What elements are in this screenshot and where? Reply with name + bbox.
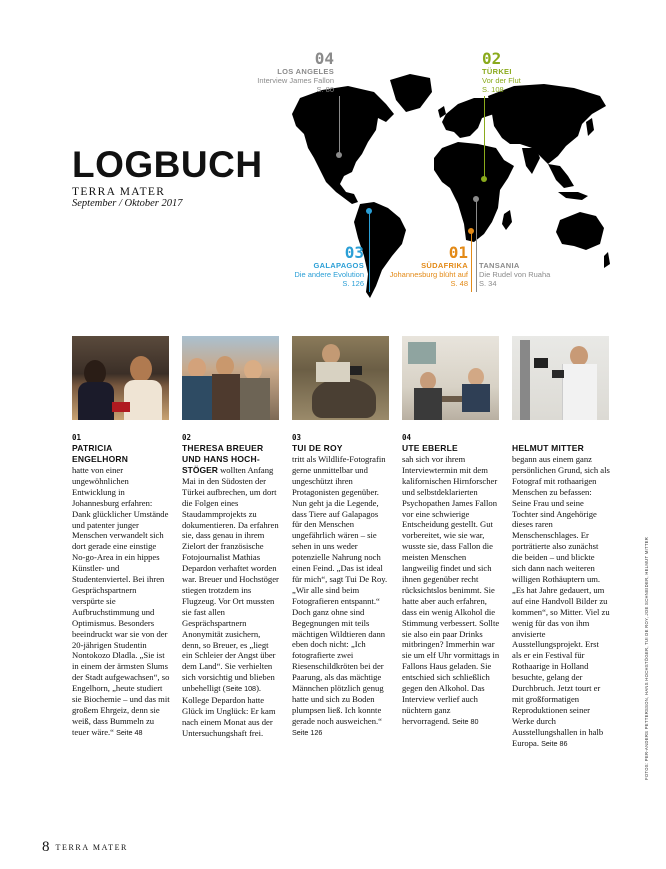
pin-dot-suedafrika <box>468 228 474 234</box>
pin-label-tansania <box>479 261 550 288</box>
madagascar-shape <box>502 210 512 230</box>
india-shape <box>522 148 540 174</box>
page-reference: Seite 126 <box>292 727 323 737</box>
contributor-text: begann aus einem ganz persönlichen Grund, sich als Fotograf mit rothaarigen Menschen zu befassen: Seine Frau und seine Tochter sind Angehörige dieses raren Menschenschlages. Er porträtierte also zunächst die beiden – und blickte sich dann nach weiteren willigen Rothäuptern um. „Es hat Jahre gedauert, um auf eine Handvoll Bilder zu kommen“, so Mitter. Viel zu wenig für das von ihm anvisierte Ausstellungsprojekt. Erst als er ein Festival für Rothaarige in Holland besuchte, gelang der Durchbruch. Jetzt tourt er mit großformatigen Reproduktionen seiner Werke durch Ausstellungshallen in halb Europa. <box>512 454 610 748</box>
pin-label-galapagos <box>294 244 364 288</box>
photo-tui-de-roy <box>292 336 389 420</box>
contributor-name-continued: STÖGER <box>182 465 218 475</box>
contributor-text-continued: ). Kollege Depardon hatte Glück im Unglück: Er kam nach einem Monat aus der Untersuchungshaft frei. <box>182 683 276 738</box>
photo-patricia-engelhorn <box>72 336 169 420</box>
contributor-number: 01 <box>72 433 82 442</box>
pin-place: SÜDAFRIKA <box>421 261 468 270</box>
pin-place: GALAPAGOS <box>313 261 364 270</box>
magazine-name: TERRA MATER <box>72 186 166 198</box>
contributor-name: THERESA BREUER UND HANS HOCH- <box>182 443 264 464</box>
pin-number: 02 <box>482 49 502 68</box>
contributor-text: sah sich vor ihrem Interviewtermin mit dem kalifornischen Hirnforscher und selbstdeklarierten Psychopathen James Fallon vor eine schwierige Entscheidung gestellt. Gut vorbereitet, wie sie war, wusste sie, dass Fallon die meisten Menschen langweilig findet und sich ihnen gegenüber recht rücksichtslos benimmt. Sie hatte aber auch erfahren, dass ein wenig Alkohol die Stimmung verbessert. Sollte sie also ein paar Drinks mitbringen? Immerhin war sie um elf Uhr vormittags in Fallons Haus geladen. Sie entschied sich schließlich gegen den Alkohol. Das Interview verlief auch nüchtern ganz hervorragend. <box>402 454 500 726</box>
pin-page: S. 126 <box>342 279 364 288</box>
africa-shape <box>434 142 514 242</box>
leader-line-los-angeles <box>339 96 340 154</box>
leader-line-tansania <box>476 200 477 292</box>
pin-subtitle: Interview James Fallon <box>257 76 334 85</box>
contributor-number: 02 <box>182 433 192 442</box>
pin-page: S. 108 <box>482 85 504 94</box>
contributor-number: 04 <box>402 433 412 442</box>
leader-line-tuerkei <box>484 96 485 180</box>
contributor-column <box>182 433 280 739</box>
contributor-name: UTE EBERLE <box>402 443 458 453</box>
contributor-name: PATRICIA ENGELHORN <box>72 443 129 464</box>
contributor-column <box>292 433 390 739</box>
photo-credit: FOTOS: PER-ANDERS PETTERSSON, HANS HOCHSTÖGER, TUI DE ROY, JOE SCHNEIDER, HELMUT MITTER <box>644 536 649 780</box>
pin-page: S. 48 <box>450 279 468 288</box>
north-america-shape <box>292 86 394 204</box>
pin-label-los-angeles <box>257 50 334 94</box>
uk-shape <box>438 106 446 118</box>
pin-label-suedafrika <box>390 244 468 288</box>
page-reference: Seite 48 <box>116 727 143 737</box>
contributor-column <box>402 433 500 728</box>
pin-subtitle: Die Rudel von Ruaha <box>479 270 551 279</box>
contributor-column <box>72 433 170 739</box>
pin-subtitle: Die andere Evolution <box>294 270 364 279</box>
contributor-text: tritt als Wildlife-Fotografin gerne unmittelbar und ungeschützt ihren Protagonisten gegenüber. Nun geht ja die Legende, dass Tiere auf Galapagos für den Menschen ungefährlich wären – sie sehen in uns weder potenzielle Nahrung noch einen Feind. „Das ist ideal für mich“, sagt Tui De Roy. „Wir alle sind beim Fotografieren entspannt.“ Doch ganz ohne sind Begegnungen mit teils mächtigen Wildtieren dann eben doch nicht: „Ich fotografierte zwei Riesenschildkröten bei der Paarung, als das mächtige Männchen plötzlich genug hatte und sich zu Boden plumpsen ließ. Ich konnte gerade noch ausweichen.“ <box>292 454 388 726</box>
leader-line-suedafrika <box>471 232 472 292</box>
page-number: 8 <box>42 839 50 855</box>
pin-number: 04 <box>314 49 334 68</box>
greenland-shape <box>390 74 432 112</box>
contributor-name: HELMUT MITTER <box>512 443 585 453</box>
contributor-number: 03 <box>292 433 302 442</box>
contributor-name: TUI DE ROY <box>292 443 343 453</box>
pin-dot-tuerkei <box>481 176 487 182</box>
pin-place: TANSANIA <box>479 261 520 270</box>
footer-magazine: TERRA MATER <box>55 843 128 852</box>
australia-shape <box>556 212 604 250</box>
pin-page: S. 80 <box>316 85 334 94</box>
page-reference: Seite 86 <box>541 738 568 748</box>
pin-dot-los-angeles <box>336 152 342 158</box>
japan-shape <box>586 118 594 136</box>
contributor-column <box>512 433 610 749</box>
pin-subtitle: Johannesburg blüht auf <box>389 270 468 279</box>
pin-page: S. 34 <box>479 279 497 288</box>
page-footer <box>42 839 128 856</box>
leader-line-galapagos <box>369 212 370 292</box>
photo-helmut-mitter <box>512 336 609 420</box>
pin-dot-tansania <box>473 196 479 202</box>
photo-breuer-hochstoeger <box>182 336 279 420</box>
pin-number: 03 <box>344 243 364 262</box>
pin-place: TÜRKEI <box>482 67 512 76</box>
pin-dot-galapagos <box>366 208 372 214</box>
contributor-number <box>512 433 610 443</box>
pin-place: LOS ANGELES <box>277 67 334 76</box>
page-title: LOGBUCH <box>72 144 263 185</box>
pin-number: 01 <box>448 243 468 262</box>
contributor-text: wollten Anfang Mai in den Südosten der Türkei aufbrechen, um dort die Folgen eines Staudammprojekts zu dokumentieren. Da erfahren sie, dass genau in ihrem Zielort der französische Fotojournalist Mathias Depardon verhaftet worden war. Breuer und Hochstöger stiegen trotzdem ins Flugzeug. Vor Ort mussten sie fast allen Gesprächspartnern Anonymität zusichern, denn, so Breuer, es „liegt ein Schleier der Angst über dem Land“. Sie verhielten sich vorsichtig und blieben unbehelligt ( <box>182 465 279 694</box>
southeast-asia-shape <box>548 164 574 188</box>
page-reference: Seite 80 <box>452 716 479 726</box>
photo-ute-eberle <box>402 336 499 420</box>
contributor-text: hatte von einer ungewöhnlichen Entwicklung in Johannesburg erfahren: Dank glücklicher Umstände und patenter junger Menschen verwandelt sich dort gerade eine einstige No-go-Area in ein hippes Künstler- und Studentenviertel. Bei ihren Gesprächspartnern verspürte sie Aufbruchstimmung und Optimismus. Besonders beeindruckt war sie von der 20-jährigen Studentin Nontokozo Dladla. „Sie ist in einem der ärmsten Slums der Stadt aufgewachsen“, so Engelhorn, „heute studiert sie Biochemie – und das mit großem Ehrgeiz, denn sie weiß, dass Bummeln zu teuer wäre.“ <box>72 465 170 737</box>
new-zealand-shape <box>604 252 610 268</box>
issue-date: September / Oktober 2017 <box>72 198 183 209</box>
indonesia-shape <box>558 192 588 200</box>
pin-subtitle: Vor der Flut <box>482 76 521 85</box>
pin-label-tuerkei <box>482 50 521 94</box>
page-reference: Seite 108 <box>225 684 257 694</box>
